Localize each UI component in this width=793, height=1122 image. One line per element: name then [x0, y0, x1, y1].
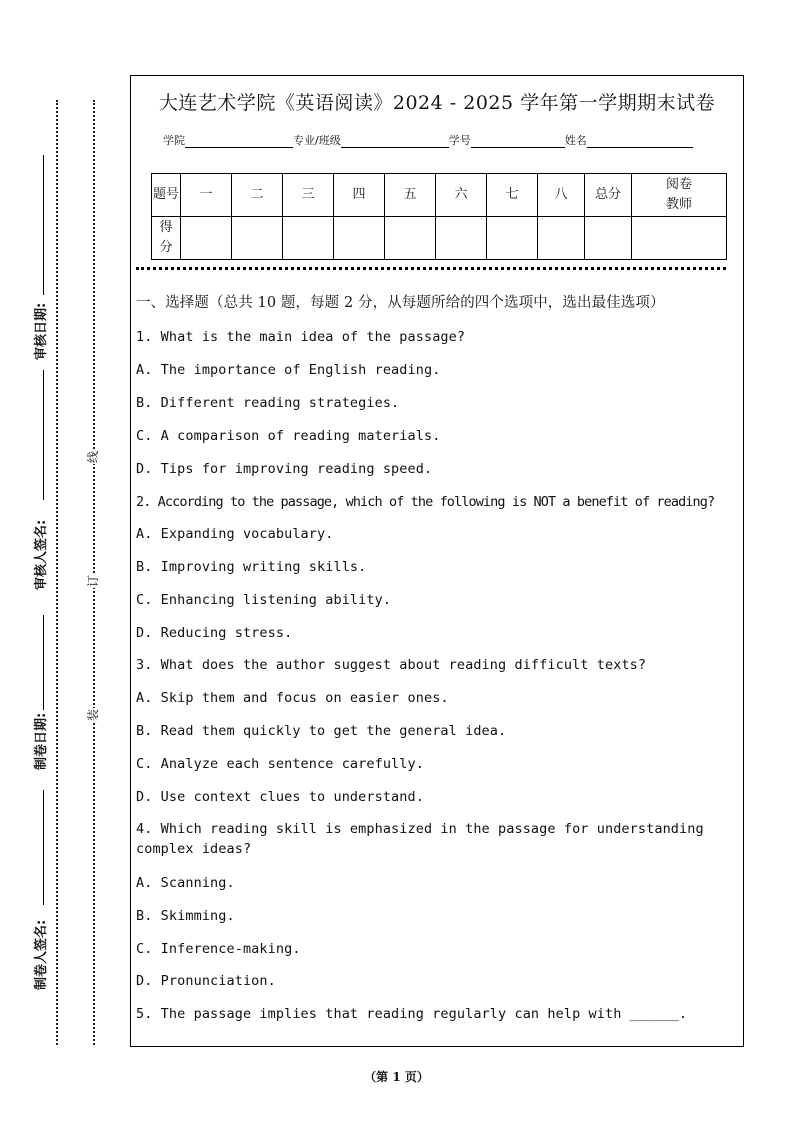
question-4-option-b: B. Skimming. — [136, 908, 235, 924]
score-cell[interactable] — [334, 217, 385, 260]
score-cell[interactable] — [283, 217, 334, 260]
maker-signature-label: 制卷人签名: — [34, 919, 49, 990]
reviewer-signature-line — [43, 370, 44, 500]
score-table — [151, 173, 727, 260]
score-cell[interactable] — [487, 217, 538, 260]
exam-frame — [130, 75, 744, 1047]
question-2-stem: 2. According to the passage, which of the following is NOT a benefit of reading? — [136, 494, 715, 510]
section-heading: 一、选择题（总共 10 题，每题 2 分，从每题所给的四个选项中，选出最佳选项） — [136, 295, 665, 311]
col-total: 总分 — [585, 174, 632, 217]
col-6: 六 — [436, 174, 487, 217]
col-8: 八 — [538, 174, 585, 217]
field-label-college: 学院 — [163, 134, 185, 147]
score-table-score-row — [152, 217, 727, 260]
row-label-question-number: 题号 — [152, 174, 181, 217]
score-cell[interactable] — [385, 217, 436, 260]
question-2-option-a: A. Expanding vocabulary. — [136, 526, 334, 542]
question-1-option-d: D. Tips for improving reading speed. — [136, 461, 433, 477]
question-3-option-a: A. Skip them and focus on easier ones. — [136, 690, 449, 706]
score-cell[interactable] — [632, 217, 727, 260]
score-cell[interactable] — [436, 217, 487, 260]
review-date-line — [43, 155, 44, 295]
col-2: 二 — [232, 174, 283, 217]
major-class-blank[interactable] — [341, 135, 449, 148]
question-1-option-b: B. Different reading strategies. — [136, 395, 400, 411]
cut-mark-xian: 线 — [86, 451, 100, 464]
col-grader: 阅卷教师 — [632, 174, 727, 217]
maker-signature-line — [43, 790, 44, 905]
field-label-name: 姓名 — [564, 134, 587, 147]
question-2-option-d: D. Reducing stress. — [136, 625, 293, 641]
question-1-option-a: A. The importance of English reading. — [136, 362, 441, 378]
college-blank[interactable] — [185, 135, 293, 148]
col-1: 一 — [181, 174, 232, 217]
score-cell[interactable] — [538, 217, 585, 260]
col-4: 四 — [334, 174, 385, 217]
question-1-stem: 1. What is the main idea of the passage? — [136, 329, 466, 345]
make-date-line — [43, 615, 44, 710]
question-4-option-c: C. Inference-making. — [136, 941, 301, 957]
question-1-option-c: C. A comparison of reading materials. — [136, 428, 441, 444]
binding-margin — [0, 0, 120, 1122]
col-5: 五 — [385, 174, 436, 217]
exam-title: 大连艺术学院《英语阅读》2024 - 2025 学年第一学期期末试卷 — [158, 92, 716, 114]
question-5-stem: 5. The passage implies that reading regularly can help with ______. — [136, 1006, 688, 1022]
row-label-score: 得分 — [152, 217, 181, 260]
question-3-stem: 3. What does the author suggest about reading difficult texts? — [136, 657, 647, 673]
col-3: 三 — [283, 174, 334, 217]
review-date-label: 审核日期: — [34, 302, 49, 360]
question-4-stem: 4. Which reading skill is emphasized in the passage for understanding complex ideas? — [136, 821, 704, 857]
name-blank[interactable] — [587, 135, 693, 148]
student-id-blank[interactable] — [471, 135, 565, 148]
student-info-row — [163, 132, 693, 148]
question-2-option-c: C. Enhancing listening ability. — [136, 592, 392, 608]
page-footer: （第 1 页） — [364, 1070, 429, 1084]
cut-mark-zhuang: 装 — [86, 709, 100, 722]
field-label-major-class: 专业/班级 — [293, 134, 341, 147]
dotted-line-left — [56, 100, 58, 1045]
score-cell[interactable] — [181, 217, 232, 260]
dotted-separator — [136, 267, 726, 270]
score-cell[interactable] — [585, 217, 632, 260]
score-cell[interactable] — [232, 217, 283, 260]
question-4-option-d: D. Pronunciation. — [136, 973, 276, 989]
question-3-option-b: B. Read them quickly to get the general idea. — [136, 723, 507, 739]
question-3-option-d: D. Use context clues to understand. — [136, 789, 424, 805]
make-date-label: 制卷日期: — [34, 712, 49, 770]
question-4-option-a: A. Scanning. — [136, 875, 235, 891]
question-2-option-b: B. Improving writing skills. — [136, 559, 367, 575]
reviewer-signature-label: 审核人签名: — [34, 519, 49, 590]
cut-mark-ding: 订 — [86, 575, 100, 588]
question-3-option-c: C. Analyze each sentence carefully. — [136, 756, 424, 772]
field-label-student-id: 学号 — [448, 134, 471, 147]
score-table-header-row — [152, 174, 727, 217]
dotted-line-right — [93, 100, 95, 1045]
col-7: 七 — [487, 174, 538, 217]
